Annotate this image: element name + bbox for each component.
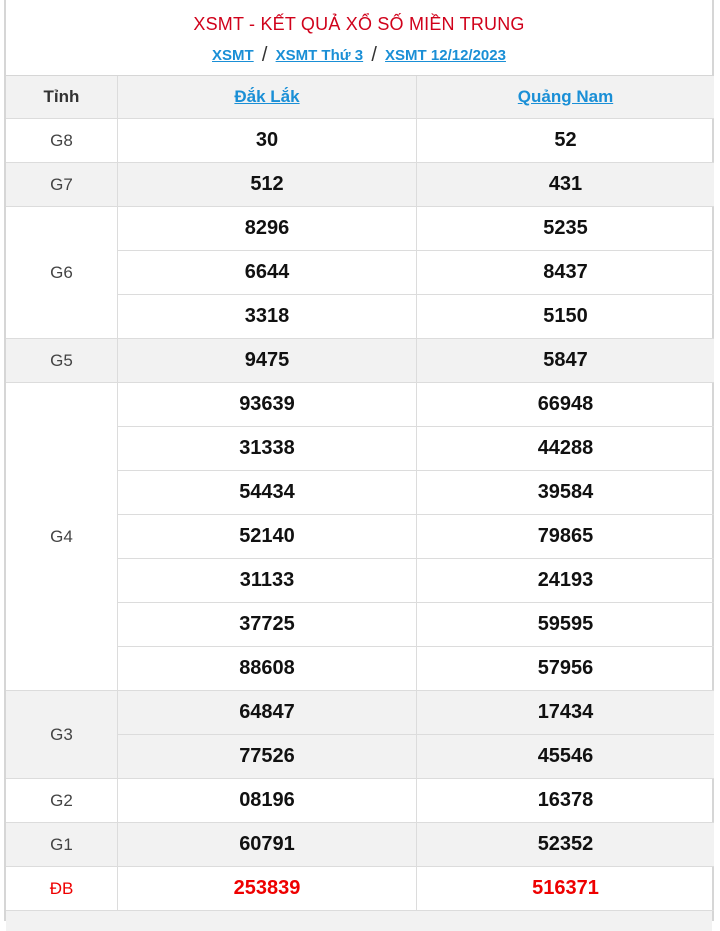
province-link-quang-nam[interactable]: Quảng Nam bbox=[517, 87, 614, 106]
result-number-dak-lak: 37725 bbox=[239, 613, 295, 635]
result-number-quang-nam: 5235 bbox=[543, 217, 588, 239]
result-number-quang-nam: 16378 bbox=[537, 789, 594, 811]
result-number-quang-nam: 57956 bbox=[537, 657, 594, 679]
result-number-dak-lak: 64847 bbox=[239, 701, 295, 723]
result-number-dak-lak: 31133 bbox=[239, 569, 295, 591]
prize-label: G7 bbox=[6, 163, 118, 207]
table-row bbox=[6, 163, 714, 207]
result-number-dak-lak: 253839 bbox=[233, 877, 301, 899]
results-body bbox=[6, 119, 714, 911]
breadcrumb-separator: / bbox=[261, 44, 268, 66]
result-cell bbox=[417, 515, 715, 559]
result-number-dak-lak: 9475 bbox=[244, 349, 290, 371]
table-row bbox=[6, 779, 714, 823]
result-number-dak-lak: 512 bbox=[250, 173, 284, 195]
prize-label: G3 bbox=[6, 691, 118, 779]
result-cell bbox=[118, 603, 417, 647]
result-cell bbox=[417, 691, 715, 735]
table-row bbox=[6, 823, 714, 867]
result-cell bbox=[417, 647, 715, 691]
result-cell bbox=[417, 867, 715, 911]
result-number-dak-lak: 3318 bbox=[244, 305, 290, 327]
result-number-dak-lak: 6644 bbox=[244, 261, 290, 283]
page-title: XSMT - KẾT QUẢ XỔ SỐ MIỀN TRUNG bbox=[193, 14, 525, 34]
breadcrumb-separator: / bbox=[371, 44, 377, 66]
table-row bbox=[6, 867, 714, 911]
result-cell bbox=[118, 515, 417, 559]
table-row bbox=[6, 383, 714, 427]
result-number-dak-lak: 88608 bbox=[239, 657, 295, 679]
result-cell bbox=[118, 867, 417, 911]
breadcrumb-xsmt-weekday[interactable]: XSMT Thứ 3 bbox=[275, 47, 364, 64]
result-cell bbox=[118, 383, 417, 427]
column-header-province-a bbox=[118, 76, 417, 119]
result-cell bbox=[417, 779, 715, 823]
result-number-dak-lak: 77526 bbox=[239, 745, 295, 767]
result-cell bbox=[118, 427, 417, 471]
result-number-quang-nam: 59595 bbox=[537, 613, 594, 635]
result-number-quang-nam: 17434 bbox=[537, 701, 594, 723]
prize-label: G6 bbox=[6, 207, 118, 339]
result-cell bbox=[118, 691, 417, 735]
table-row bbox=[6, 339, 714, 383]
results-header bbox=[6, 0, 712, 76]
result-cell bbox=[417, 207, 715, 251]
prize-label: G2 bbox=[6, 779, 118, 823]
result-number-quang-nam: 52352 bbox=[537, 833, 594, 855]
result-number-dak-lak: 60791 bbox=[239, 833, 295, 855]
result-number-dak-lak: 31338 bbox=[239, 437, 295, 459]
result-number-dak-lak: 93639 bbox=[239, 393, 295, 415]
column-header-province-b bbox=[417, 76, 715, 119]
breadcrumb-xsmt[interactable]: XSMT bbox=[212, 47, 254, 64]
result-cell bbox=[417, 823, 715, 867]
prize-label: G4 bbox=[6, 383, 118, 691]
result-cell bbox=[118, 559, 417, 603]
result-number-quang-nam: 39584 bbox=[537, 481, 594, 503]
result-cell bbox=[417, 603, 715, 647]
result-cell bbox=[118, 339, 417, 383]
result-cell bbox=[118, 251, 417, 295]
result-number-quang-nam: 24193 bbox=[537, 569, 594, 591]
result-cell bbox=[417, 383, 715, 427]
result-number-quang-nam: 431 bbox=[548, 173, 583, 195]
result-number-quang-nam: 66948 bbox=[537, 393, 594, 415]
result-number-quang-nam: 44288 bbox=[537, 437, 594, 459]
prize-label: G5 bbox=[6, 339, 118, 383]
result-number-quang-nam: 79865 bbox=[537, 525, 594, 547]
table-row bbox=[6, 207, 714, 251]
result-number-dak-lak: 8296 bbox=[244, 217, 290, 239]
result-number-quang-nam: 5150 bbox=[543, 305, 588, 327]
result-number-quang-nam: 8437 bbox=[543, 261, 588, 283]
result-cell bbox=[417, 427, 715, 471]
result-cell bbox=[417, 471, 715, 515]
result-cell bbox=[118, 471, 417, 515]
result-number-quang-nam: 52 bbox=[554, 129, 577, 151]
result-number-dak-lak: 52140 bbox=[239, 525, 295, 547]
table-row bbox=[6, 691, 714, 735]
table-footer bbox=[6, 911, 712, 931]
result-number-dak-lak: 08196 bbox=[239, 789, 295, 811]
result-cell bbox=[417, 119, 715, 163]
result-cell bbox=[118, 163, 417, 207]
result-cell bbox=[118, 295, 417, 339]
result-cell bbox=[118, 207, 417, 251]
result-cell bbox=[118, 647, 417, 691]
prize-label: G1 bbox=[6, 823, 118, 867]
province-link-dak-lak[interactable]: Đắk Lắk bbox=[234, 87, 300, 106]
breadcrumb bbox=[6, 44, 712, 66]
result-cell bbox=[118, 735, 417, 779]
results-panel bbox=[4, 0, 714, 921]
result-cell bbox=[417, 295, 715, 339]
result-cell bbox=[417, 735, 715, 779]
table-header-row bbox=[6, 76, 714, 119]
result-cell bbox=[417, 339, 715, 383]
result-cell bbox=[417, 559, 715, 603]
result-number-quang-nam: 5847 bbox=[543, 349, 588, 371]
result-number-quang-nam: 45546 bbox=[537, 745, 594, 767]
table-row bbox=[6, 119, 714, 163]
result-number-dak-lak: 54434 bbox=[239, 481, 295, 503]
result-cell bbox=[118, 119, 417, 163]
result-cell bbox=[417, 251, 715, 295]
result-cell bbox=[118, 779, 417, 823]
prize-label: ĐB bbox=[6, 867, 118, 911]
results-table bbox=[6, 76, 714, 911]
result-cell bbox=[118, 823, 417, 867]
result-cell bbox=[417, 163, 715, 207]
prize-label: G8 bbox=[6, 119, 118, 163]
breadcrumb-xsmt-date[interactable]: XSMT 12/12/2023 bbox=[385, 47, 506, 64]
result-number-dak-lak: 30 bbox=[255, 129, 279, 151]
column-header-province: Tỉnh bbox=[6, 76, 118, 119]
result-number-quang-nam: 516371 bbox=[532, 877, 599, 899]
